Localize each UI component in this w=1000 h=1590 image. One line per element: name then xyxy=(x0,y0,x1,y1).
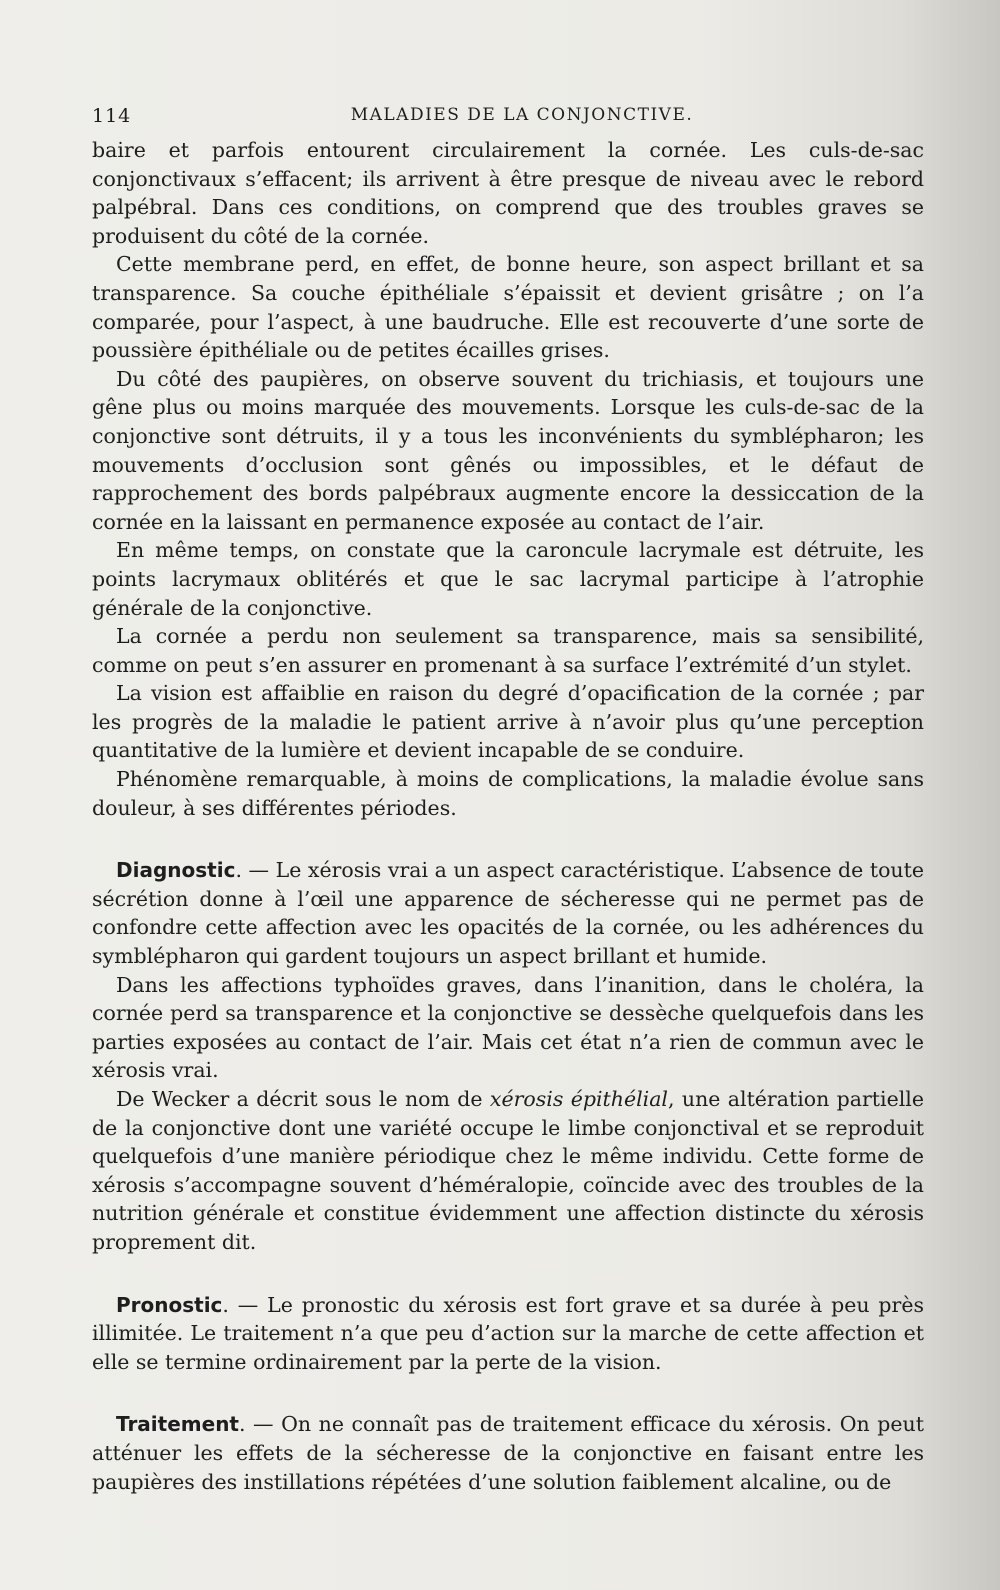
paragraph: En même temps, on constate que la caroncule lacrymale est détruite, les points lacrymaux oblitérés et que le sac lacrymal participe à l’atrophie générale de la conjonctive. xyxy=(92,538,924,620)
paragraph: Dans les affections typhoïdes graves, dans l’inanition, dans le choléra, la cornée perd sa transparence et la conjonctive se dessèche quelquefois dans les parties exposées au contact de l’air. Mais cet état n’a rien de commun avec le xérosis vrai. xyxy=(92,972,924,1083)
traitement-text: . — On ne connaît pas de traitement efficace du xérosis. On peut atténuer les effets de la sécheresse de la conjonctive en faisant entre les paupières des instillations répétées d’une solution faiblement alcaline, ou de xyxy=(92,1412,924,1494)
traitement-paragraph xyxy=(92,1410,924,1496)
pronostic-heading: Pronostic xyxy=(116,1292,223,1317)
page-number: 114 xyxy=(92,105,132,127)
diagnostic-text: . — Le xérosis vrai a un aspect caractéristique. L’absence de toute sécrétion donne à l’œil une apparence de sécheresse qui ne permet pas de confondre cette affection avec les opacités de la cornée, ou les adhérences du symblépharon qui gardent toujours un aspect brillant et humide. xyxy=(92,858,924,969)
diagnostic-heading: Diagnostic xyxy=(116,858,236,883)
diagnostic-paragraph xyxy=(92,856,924,970)
wecker-text-start: De Wecker a décrit sous le nom de xyxy=(116,1087,490,1111)
xerosis-epithelial-term: xérosis épithélial xyxy=(489,1087,668,1111)
running-title: MALADIES DE LA CONJONCTIVE. xyxy=(350,105,694,125)
wecker-text-end: , une altération partielle de la conjonctive dont une variété occupe le limbe conjonctival et se reproduit quelquefois d’une manière périodique chez le même individu. Cette forme de xérosis s’accompagne souvent d’héméralopie, coïncide avec des troubles de la nutrition générale et constitue évidemment une affection distincte du xérosis proprement dit. xyxy=(92,1087,924,1254)
paragraph: Phénomène remarquable, à moins de complications, la maladie évolue sans douleur, à ses différentes périodes. xyxy=(92,767,924,820)
paragraph xyxy=(92,1085,924,1257)
paragraph: La cornée a perdu non seulement sa transparence, mais sa sensibilité, comme on peut s’en assurer en promenant à sa surface l’extrémité d’un stylet. xyxy=(92,624,924,677)
pronostic-paragraph xyxy=(92,1291,924,1377)
paragraph: Du côté des paupières, on observe souvent du trichiasis, et toujours une gêne plus ou moins marquée des mouvements. Lorsque les culs-de-sac de la conjonctive sont détruits, il y a tous les inconvénients du symblépharon; les mouvements d’occlusion sont gênés ou impossibles, et le défaut de rapprochement des bords palpébraux augmente encore la dessiccation de la cornée en la laissant en permanence exposée au contact de l’air. xyxy=(92,366,924,534)
paragraph: baire et parfois entourent circulairement la cornée. Les culs-de-sac conjonctivaux s’effacent; ils arrivent à être presque de niveau avec le rebord palpébral. Dans ces conditions, on comprend que des troubles graves se produisent du côté de la cornée. xyxy=(92,138,924,248)
traitement-heading: Traitement xyxy=(116,1412,239,1437)
paragraph: La vision est affaiblie en raison du degré d’opacification de la cornée ; par les progrès de la maladie le patient arrive à n’avoir plus qu’une perception quantitative de la lumière et devient incapable de se conduire. xyxy=(92,681,924,763)
paragraph: Cette membrane perd, en effet, de bonne heure, son aspect brillant et sa transparence. Sa couche épithéliale s’épaissit et devient grisâtre ; on l’a comparée, pour l’aspect, à une baudruche. Elle est recouverte d’une sorte de poussière épithéliale ou de petites écailles grises. xyxy=(92,252,924,363)
running-head xyxy=(92,105,922,131)
page-body xyxy=(92,136,924,1496)
pronostic-text: . — Le pronostic du xérosis est fort grave et sa durée à peu près illimitée. Le traitement n’a que peu d’action sur la marche de cette affection et elle se termine ordinairement par la perte de la vision. xyxy=(92,1292,924,1374)
